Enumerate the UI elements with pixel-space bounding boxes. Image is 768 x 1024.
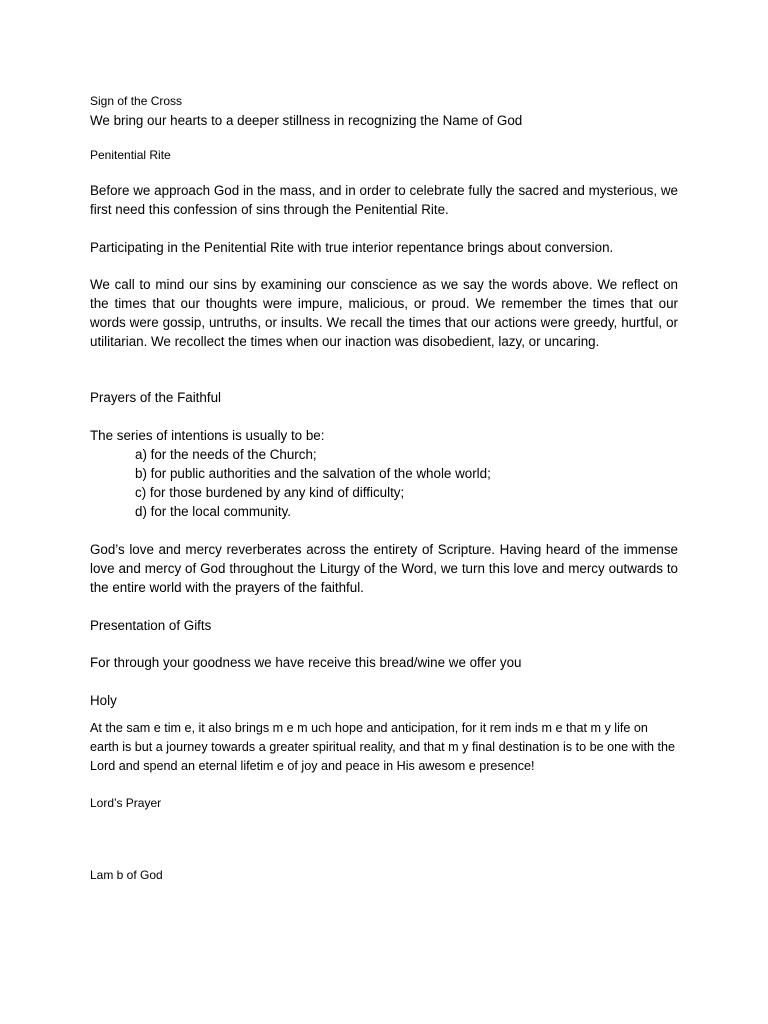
prayers-of-faithful-heading: Prayers of the Faithful — [90, 390, 221, 405]
penitential-paragraph-1: Before we approach God in the mass, and in order to celebrate fully the sacred and mysterious, we first need this confession of sins through the Penitential Rite. — [90, 183, 678, 217]
penitential-rite-heading: Penitential Rite — [90, 148, 171, 162]
penitential-paragraph-2: Participating in the Penitential Rite with true interior repentance brings about conversion. — [90, 240, 614, 255]
intentions-list — [135, 445, 491, 521]
list-item: d) for the local community. — [135, 504, 292, 519]
presentation-of-gifts-text: For through your goodness we have receive this bread/wine we offer you — [90, 655, 522, 670]
intentions-intro: The series of intentions is usually to be: — [90, 428, 325, 443]
sign-of-cross-heading: Sign of the Cross — [90, 94, 183, 108]
lords-prayer-heading: Lord’s Prayer — [90, 796, 162, 810]
sign-of-cross-text: We bring our hearts to a deeper stillness in recognizing the Name of God — [90, 113, 523, 128]
lamb-of-god-heading: Lam b of God — [90, 868, 163, 882]
presentation-of-gifts-heading: Presentation of Gifts — [90, 618, 212, 633]
list-item: b) for public authorities and the salvation of the whole world; — [135, 466, 491, 481]
list-item: a) for the needs of the Church; — [135, 447, 317, 462]
holy-paragraph: At the sam e tim e, it also brings m e m uch hope and anticipation, for it rem inds m e that m y life on earth is but a journey towards a greater spiritual reality, and that m y final destination is to be one with the Lord and spend an eternal lifetim e of joy and peace in His awesom e presence! — [90, 721, 675, 773]
prayers-paragraph: God’s love and mercy reverberates across the entirety of Scripture. Having heard of the immense love and mercy of God throughout the Liturgy of the Word, we turn this love and mercy outwards to the entire world with the prayers of the faithful. — [90, 542, 678, 595]
list-item: c) for those burdened by any kind of difficulty; — [135, 485, 405, 500]
penitential-paragraph-3: We call to mind our sins by examining our conscience as we say the words above. We reflect on the times that our thoughts were impure, malicious, or proud. We remember the times that our words were gossip, untruths, or insults. We recall the times that our actions were greedy, hurtful, or utilitarian. We recollect the times when our inaction was disobedient, lazy, or uncaring. — [90, 277, 678, 349]
holy-heading: Holy — [90, 693, 117, 708]
